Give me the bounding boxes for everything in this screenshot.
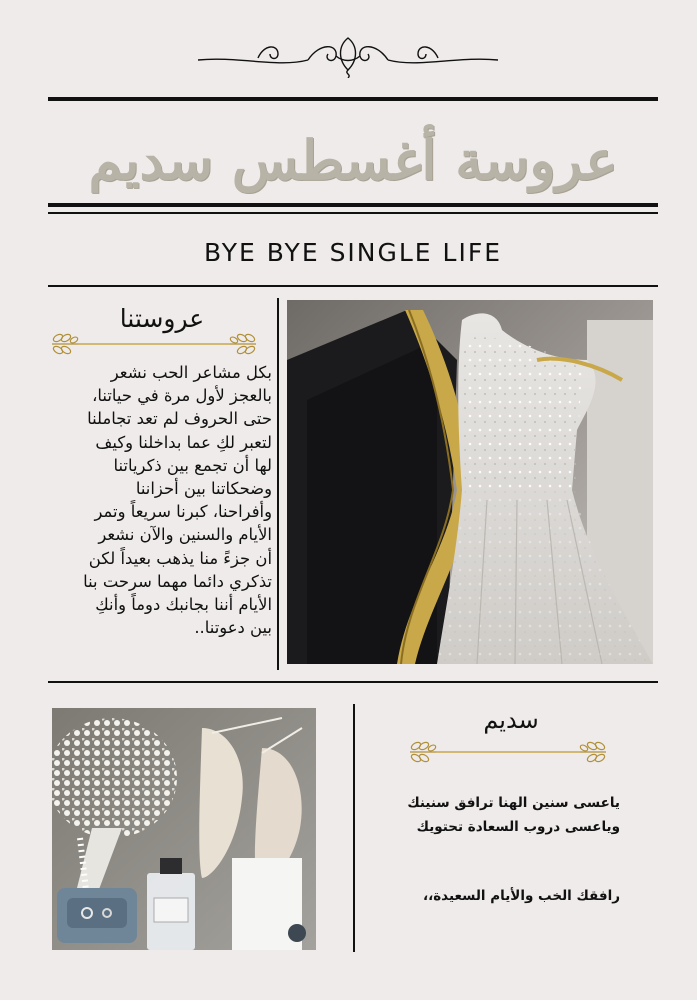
article-line: بالعجز لأول مرة في حياتنا، [92, 386, 272, 406]
page-title: عروسة أغسطس سديم [88, 128, 618, 192]
header-bottom-rule-thick [48, 203, 658, 207]
article-line: الأيام أننا بجانبك دوماً وأنكِ [95, 595, 272, 615]
accessories-photo [52, 708, 316, 950]
article-line: أن جزءً منا يذهب بعيداً لكن [88, 548, 272, 568]
article-line: وضحكاتنا بين أحزاننا [135, 479, 272, 499]
article-line: بكل مشاعر الحب نشعر [110, 363, 272, 382]
article-line: تذكري دائما مهما سرحت بنا [83, 571, 272, 591]
article-line: حتى الحروف لم تعد تجاملنا [87, 409, 272, 429]
header-bottom-rule-thin [48, 212, 658, 214]
laurel-divider-icon [406, 738, 610, 766]
note-heading: سديم [483, 706, 539, 734]
column-divider-bottom [353, 704, 355, 952]
article-line: لها أن تجمع بين ذكرياتنا [113, 455, 272, 475]
poem-line-3: رافقك الخب والأيام السعيدة،، [422, 888, 620, 904]
page-subtitle: BYE BYE SINGLE LIFE [203, 237, 503, 267]
column-divider-top [277, 298, 279, 670]
article-heading: عروستنا [119, 304, 205, 333]
article-line: وأفراحنا، كبرنا سريعاً وتمر [94, 502, 272, 522]
poem-line-2: وياعسى دروب السعادة تحتويك [416, 819, 620, 835]
subtitle-rule [48, 285, 658, 287]
poem-line-1: ياعسى سنين الهنا ترافق سنينك [407, 795, 620, 811]
section-divider-middle [48, 681, 658, 683]
article-line: لتعبر لكِ عما بداخلنا وكيف [95, 432, 272, 452]
article-body [50, 361, 272, 639]
header-top-rule [48, 97, 658, 101]
ornamental-flourish-icon [198, 30, 498, 78]
laurel-divider-icon [48, 330, 260, 358]
dress-photo [287, 300, 653, 664]
article-line: بين دعوتنا.. [194, 618, 272, 638]
article-line: الأيام والسنين والآن نشعر [98, 525, 272, 545]
